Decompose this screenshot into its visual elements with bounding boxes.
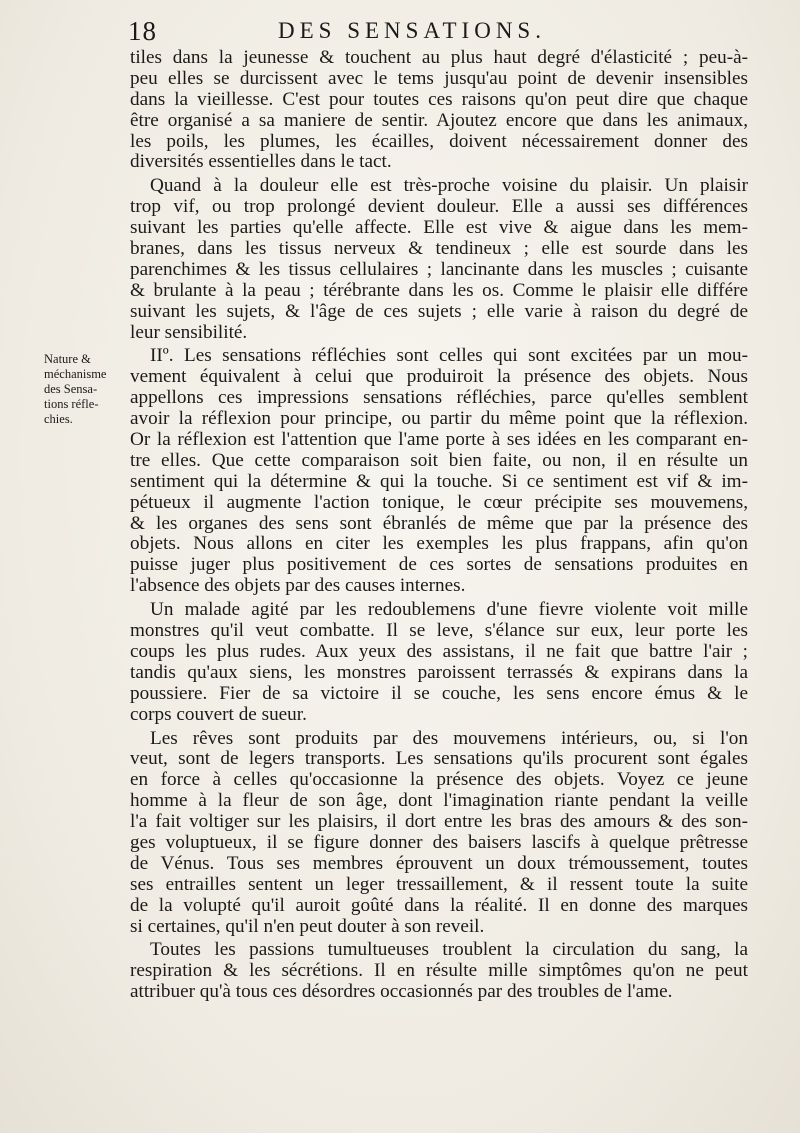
- text-line: corps couvert de sueur.: [130, 704, 307, 725]
- paragraph: [130, 176, 748, 343]
- margin-note: [44, 352, 124, 427]
- text-line: ges voluptueux, il se figure donner des baisers lascifs à quelque prêtresse: [130, 832, 748, 853]
- text-line: en force à celles qu'occasionne la présence des objets. Voyez ce jeune: [130, 770, 748, 791]
- text-line: puisse juger plus positivement de ces sortes de sensations produites en: [130, 555, 748, 576]
- text-line: diversités essentielles dans le tact.: [130, 152, 392, 173]
- text-line: objets. Nous allons en citer les exemples les plus frappans, afin qu'on: [130, 534, 748, 555]
- page-header: [128, 16, 748, 50]
- text-line: Un malade agité par les redoublemens d'une fievre violente voit mille: [150, 600, 748, 621]
- text-line: appellons ces impressions sensations réfléchies, parce qu'elles semblent: [130, 388, 748, 409]
- text-line: si certaines, qu'il n'en peut douter à son reveil.: [130, 916, 485, 937]
- text-line: & brulante à la peau ; térébrante dans les os. Comme le plaisir elle différe: [130, 280, 748, 301]
- text-line: attribuer qu'à tous ces désordres occasionnés par des troubles de l'ame.: [130, 982, 673, 1003]
- margin-note-line: Nature &: [44, 352, 91, 366]
- text-line: monstres qu'il veut combatte. Il se leve, s'élance sur eux, leur porte les: [130, 621, 748, 642]
- margin-note-line: chies.: [44, 412, 73, 426]
- text-line: suivant les parties qu'elle affecte. Elle est vive & aigue dans les mem-: [130, 218, 748, 239]
- text-line: Quand à la douleur elle est très-proche voisine du plaisir. Un plaisir: [150, 176, 748, 197]
- text-line: avoir la réflexion pour principe, ou partir du même point que la réflexion.: [130, 409, 748, 430]
- text-line: les poils, les plumes, les écailles, doivent nécessairement donner des: [130, 131, 748, 152]
- text-line: poussiere. Fier de sa victoire il se couche, les sens encore émus & le: [130, 683, 748, 704]
- paragraph: [130, 600, 748, 725]
- text-line: Or la réflexion est l'attention que l'ame porte à ses idées en les comparant en-: [130, 430, 748, 451]
- text-line: être organisé a sa maniere de sentir. Ajoutez encore que dans les animaux,: [130, 110, 748, 131]
- paragraph: [130, 940, 748, 1003]
- text-line: Toutes les passions tumultueuses troublent la circulation du sang, la: [150, 940, 748, 961]
- text-line: de Vénus. Tous ses membres éprouvent un doux trémoussement, toutes: [130, 853, 748, 874]
- text-line: suivant les sujets, & l'âge de ces sujets ; elle varie à raison du degré de: [130, 301, 748, 322]
- paragraph: [130, 48, 748, 173]
- text-line: tre elles. Que cette comparaison soit bien faite, ou non, il en résulte un: [130, 450, 748, 471]
- paragraph: [130, 729, 748, 938]
- text-line: tandis qu'aux siens, les monstres paroissent terrassés & expirans dans la: [130, 662, 748, 683]
- text-line: ses entrailles sentent un leger tressaillement, & il ressent toute la suite: [130, 874, 748, 895]
- text-line: parenchimes & les tissus cellulaires ; lancinante dans les muscles ; cuisante: [130, 259, 748, 280]
- text-line: homme à la fleur de son âge, dont l'imagination riante pendant la veille: [130, 791, 748, 812]
- text-line: IIº. Les sensations réfléchies sont celles qui sont excitées par un mou-: [150, 346, 748, 367]
- margin-note-line: méchanisme: [44, 367, 107, 381]
- paragraph: [130, 346, 748, 597]
- page-number: 18: [128, 16, 157, 46]
- text-line: tiles dans la jeunesse & touchent au plus haut degré d'élasticité ; peu-à-: [130, 48, 748, 68]
- text-line: dans la vieillesse. C'est pour toutes ces raisons qu'on peut dire que chaque: [130, 89, 748, 110]
- text-line: branes, dans les tissus nerveux & tendineux ; elle est sourde dans les: [130, 239, 748, 260]
- text-line: Les rêves sont produits par des mouvemens intérieurs, ou, si l'on: [150, 728, 748, 749]
- text-line: pétueux il augmente l'action tonique, le cœur précipite ses mouvemens,: [130, 492, 748, 513]
- text-line: respiration & les sécrétions. Il en résulte mille simptômes qu'on ne peut: [130, 961, 748, 982]
- text-line: vement équivalent à celui que produiroit la présence des objets. Nous: [130, 367, 748, 388]
- running-title: DES SENSATIONS.: [278, 18, 546, 43]
- text-line: l'absence des objets par des causes internes.: [130, 576, 466, 597]
- text-line: veut, sont de legers transports. Les sensations qu'ils procurent sont égales: [130, 749, 748, 770]
- text-line: l'a fait voltiger sur les plaisirs, il dort entre les bras des amours & des son-: [130, 812, 748, 833]
- margin-note-line: tions réfle-: [44, 397, 99, 411]
- text-line: sentiment qui la détermine & qui la touche. Si ce sentiment est vif & im-: [130, 471, 748, 492]
- text-line: leur sensibilité.: [130, 322, 248, 343]
- text-line: coups les plus rudes. Aux yeux des assistans, il ne fait que battre l'air ;: [130, 641, 748, 662]
- body-text: [130, 48, 748, 1003]
- text-line: & les organes des sens sont ébranlés de même que par la présence des: [130, 513, 748, 534]
- text-line: peu elles se durcissent avec le tems jusqu'au point de devenir insensibles: [130, 68, 748, 89]
- text-line: de la volupté qu'il auroit goûté dans la réalité. Il en donne des marques: [130, 895, 748, 916]
- text-line: trop vif, ou trop prolongé devient douleur. Elle a aussi ses différences: [130, 197, 748, 218]
- margin-note-line: des Sensa-: [44, 382, 98, 396]
